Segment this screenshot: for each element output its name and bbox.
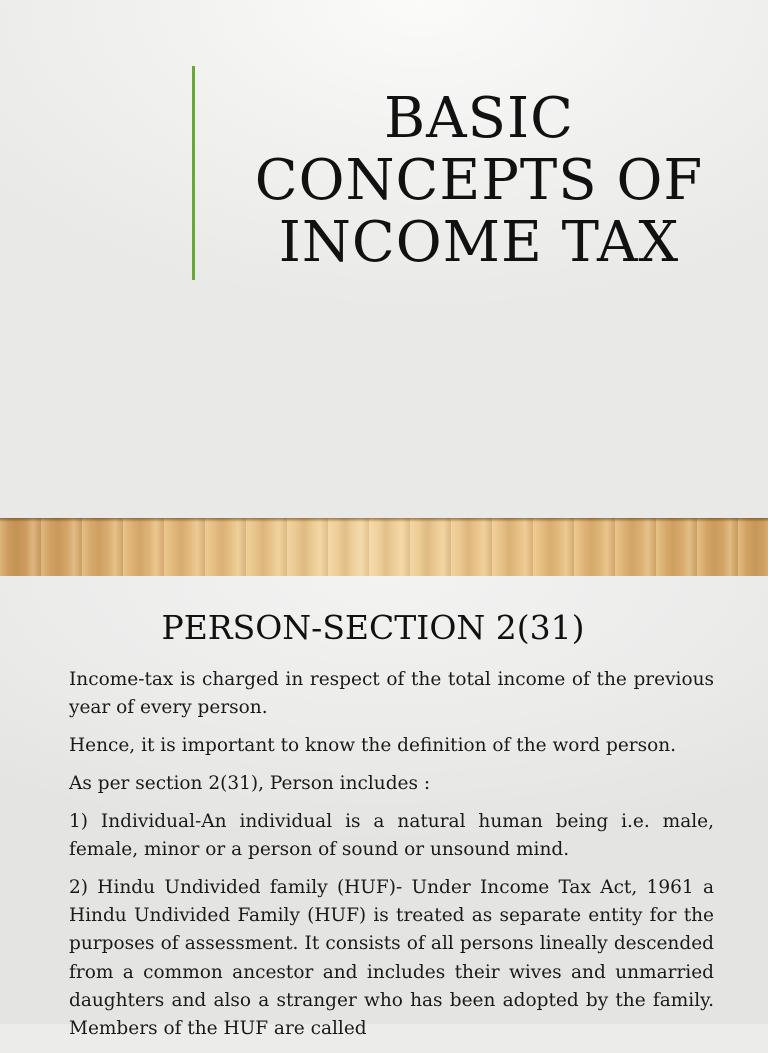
section-heading: PERSON-SECTION 2(31) [161, 608, 585, 647]
paragraph-3: As per section 2(31), Person includes : [69, 772, 431, 794]
paragraph-2: Hence, it is important to know the definition of the word person. [69, 735, 677, 757]
paragraph-5: 2) Hindu Undivided family (HUF)- Under Income Tax Act, 1961 a Hindu Undivided Family (HUF) is treated as separate entity for the purposes of assessment. It consists of all persons lineally descended from a common ancestor and includes their wives and unmarried daughters and also a stranger who has been adopted by the family. Members of the HUF are called [69, 876, 714, 1040]
title-line-3: INCOME TAX [278, 210, 680, 275]
slide-body [69, 666, 714, 1053]
paragraph-1: Income-tax is charged in respect of the total income of the previous year of every person. [69, 669, 714, 719]
title-slide [0, 0, 768, 518]
paragraph-4: 1) Individual-An individual is a natural human being i.e. male, female, minor or a person of sound or unsound mind. [69, 810, 714, 860]
wood-separator [0, 518, 768, 576]
content-slide [0, 576, 768, 1040]
title-line-1: BASIC [384, 86, 574, 151]
title-line-2: CONCEPTS OF [254, 148, 704, 213]
slide-title [240, 88, 718, 274]
accent-divider [192, 66, 195, 280]
